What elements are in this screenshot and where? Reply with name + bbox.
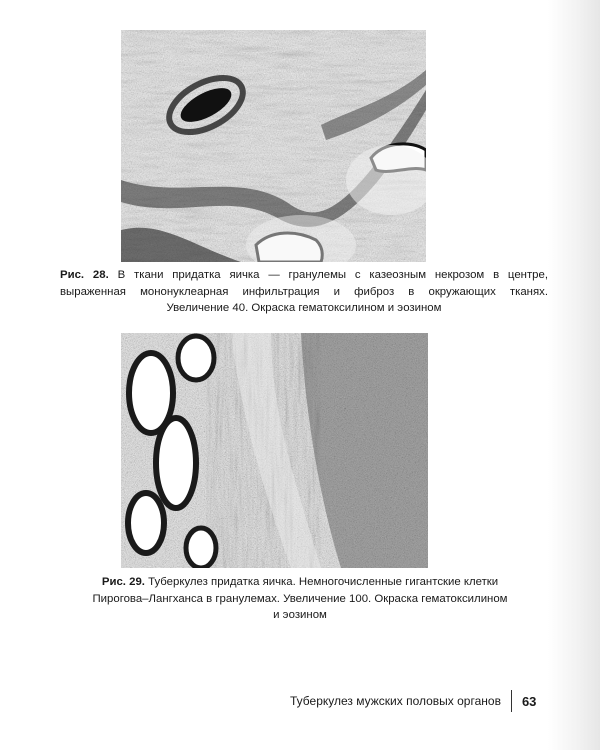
page-edge-shadow	[548, 0, 600, 750]
page-number: 63	[521, 693, 537, 709]
figure-28-micrograph	[121, 30, 426, 262]
figure-29-label: Рис. 29.	[101, 576, 145, 588]
figure-29-caption-line-2: Пирогова–Лангханса в гранулемах. Увеличение 100. Окраска гематоксилином	[92, 592, 508, 605]
figure-28-caption	[60, 267, 548, 317]
figure-29-caption	[60, 574, 540, 624]
page-footer	[290, 690, 536, 712]
figure-28-caption-line-3: Увеличение 40. Окраска гематоксилином и эозином	[166, 302, 442, 314]
figure-29-micrograph	[121, 333, 428, 568]
figure-28-label: Рис. 28.	[60, 269, 109, 281]
running-title: Туберкулез мужских половых органов	[290, 694, 501, 708]
figure-28-caption-line-2: выраженная мононуклеарная инфильтрация и фиброз в окружающих тканях.	[60, 285, 548, 298]
footer-divider	[511, 690, 512, 712]
figure-28-caption-line-1: В ткани придатка яичка — гранулемы с казеозным некрозом в центре,	[117, 269, 549, 281]
figure-29-caption-line-1: Туберкулез придатка яичка. Немногочисленные гигантские клетки	[148, 576, 499, 588]
figure-29-caption-line-3: и эозином	[273, 609, 327, 621]
